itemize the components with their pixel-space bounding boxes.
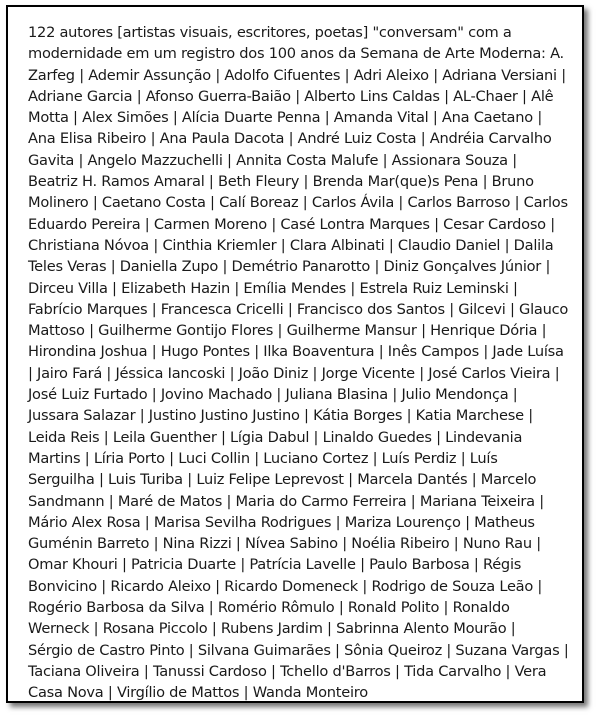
text-line: Motta | Alex Simões | Alícia Duarte Penna | Amanda Vital | Ana Caetano | [28,109,542,127]
text-line: Mário Alex Rosa | Marisa Sevilha Rodrigues | Mariza Lourenço | Matheus [28,513,535,531]
text-line: Omar Khouri | Patricia Duarte | Patrícia Lavelle | Paulo Barbosa | Régis [28,556,522,574]
text-line: Sérgio de Castro Pinto | Silvana Guimarães | Sônia Queiroz | Suzana Vargas | [28,641,569,659]
text-line: Eduardo Pereira | Carmen Moreno | Casé Lontra Marques | Cesar Cardoso | [28,215,555,233]
text-line: Dirceu Villa | Elizabeth Hazin | Emília Mendes | Estrela Ruiz Leminski | [28,279,518,297]
text-line: Leida Reis | Leila Guenther | Lígia Dabul | Linaldo Guedes | Lindevania [28,428,523,446]
text-line: Zarfeg | Ademir Assunção | Adolfo Cifuentes | Adri Aleixo | Adriana Versiani | [28,66,566,84]
text-line: modernidade em um registro dos 100 anos da Semana de Arte Moderna: A. [28,45,564,63]
authors-paragraph [28,22,573,704]
text-line: | Jairo Fará | Jéssica Iancoski | João Diniz | Jorge Vicente | José Carlos Vieira | [28,364,560,382]
text-line: Beatriz H. Ramos Amaral | Beth Fleury | Brenda Mar(que)s Pena | Bruno [28,173,534,191]
text-line: Molinero | Caetano Costa | Calí Boreaz | Carlos Ávila | Carlos Barroso | Carlos [28,194,568,212]
text-line: Bonvicino | Ricardo Aleixo | Ricardo Domeneck | Rodrigo de Souza Leão | [28,577,543,595]
text-line: Adriane Garcia | Afonso Guerra-Baião | Alberto Lins Caldas | AL-Chaer | Alê [28,87,554,105]
text-line: Taciana Oliveira | Tanussi Cardoso | Tchello d'Barros | Tida Carvalho | Vera [28,662,547,680]
text-line: Ana Elisa Ribeiro | Ana Paula Dacota | André Luiz Costa | Andréia Carvalho [28,130,552,148]
text-line: Sandmann | Maré de Matos | Maria do Carmo Ferreira | Mariana Teixeira | [28,492,544,510]
text-line: Gavita | Angelo Mazzuchelli | Annita Costa Malufe | Assionara Souza | [28,151,517,169]
text-line: Rogério Barbosa da Silva | Romério Rômulo | Ronald Polito | Ronaldo [28,599,510,617]
text-frame [6,5,584,703]
text-line: Hirondina Joshua | Hugo Pontes | Ilka Boaventura | Inês Campos | Jade Luísa [28,343,564,361]
text-line: Mattoso | Guilherme Gontijo Flores | Guilherme Mansur | Henrique Dória | [28,322,547,340]
text-line: 122 autores [artistas visuais, escritores, poetas] "conversam" com a [28,24,512,41]
text-line: José Luiz Furtado | Jovino Machado | Juliana Blasina | Julio Mendonça | [28,386,518,404]
text-line: Teles Veras | Daniella Zupo | Demétrio Panarotto | Diniz Gonçalves Júnior | [28,258,551,276]
text-line: Serguilha | Luis Turiba | Luiz Felipe Leprevost | Marcela Dantés | Marcelo [28,471,537,489]
text-line: Martins | Líria Porto | Luci Collin | Luciano Cortez | Luís Perdiz | Luís [28,449,498,467]
text-line: Guménin Barreto | Nina Rizzi | Nívea Sabino | Noélia Ribeiro | Nuno Rau | [28,535,541,553]
text-line: Fabrício Marques | Francesca Cricelli | Francisco dos Santos | Gilcevi | Glauco [28,300,569,318]
text-line: Casa Nova | Virgílio de Mattos | Wanda Monteiro [28,684,368,702]
text-line: Christiana Nóvoa | Cinthia Kriemler | Clara Albinati | Claudio Daniel | Dalila [28,236,554,254]
text-line: Jussara Salazar | Justino Justino Justino | Kátia Borges | Katia Marchese | [28,407,533,425]
text-line: Werneck | Rosana Piccolo | Rubens Jardim | Sabrinna Alento Mourão | [28,620,516,638]
